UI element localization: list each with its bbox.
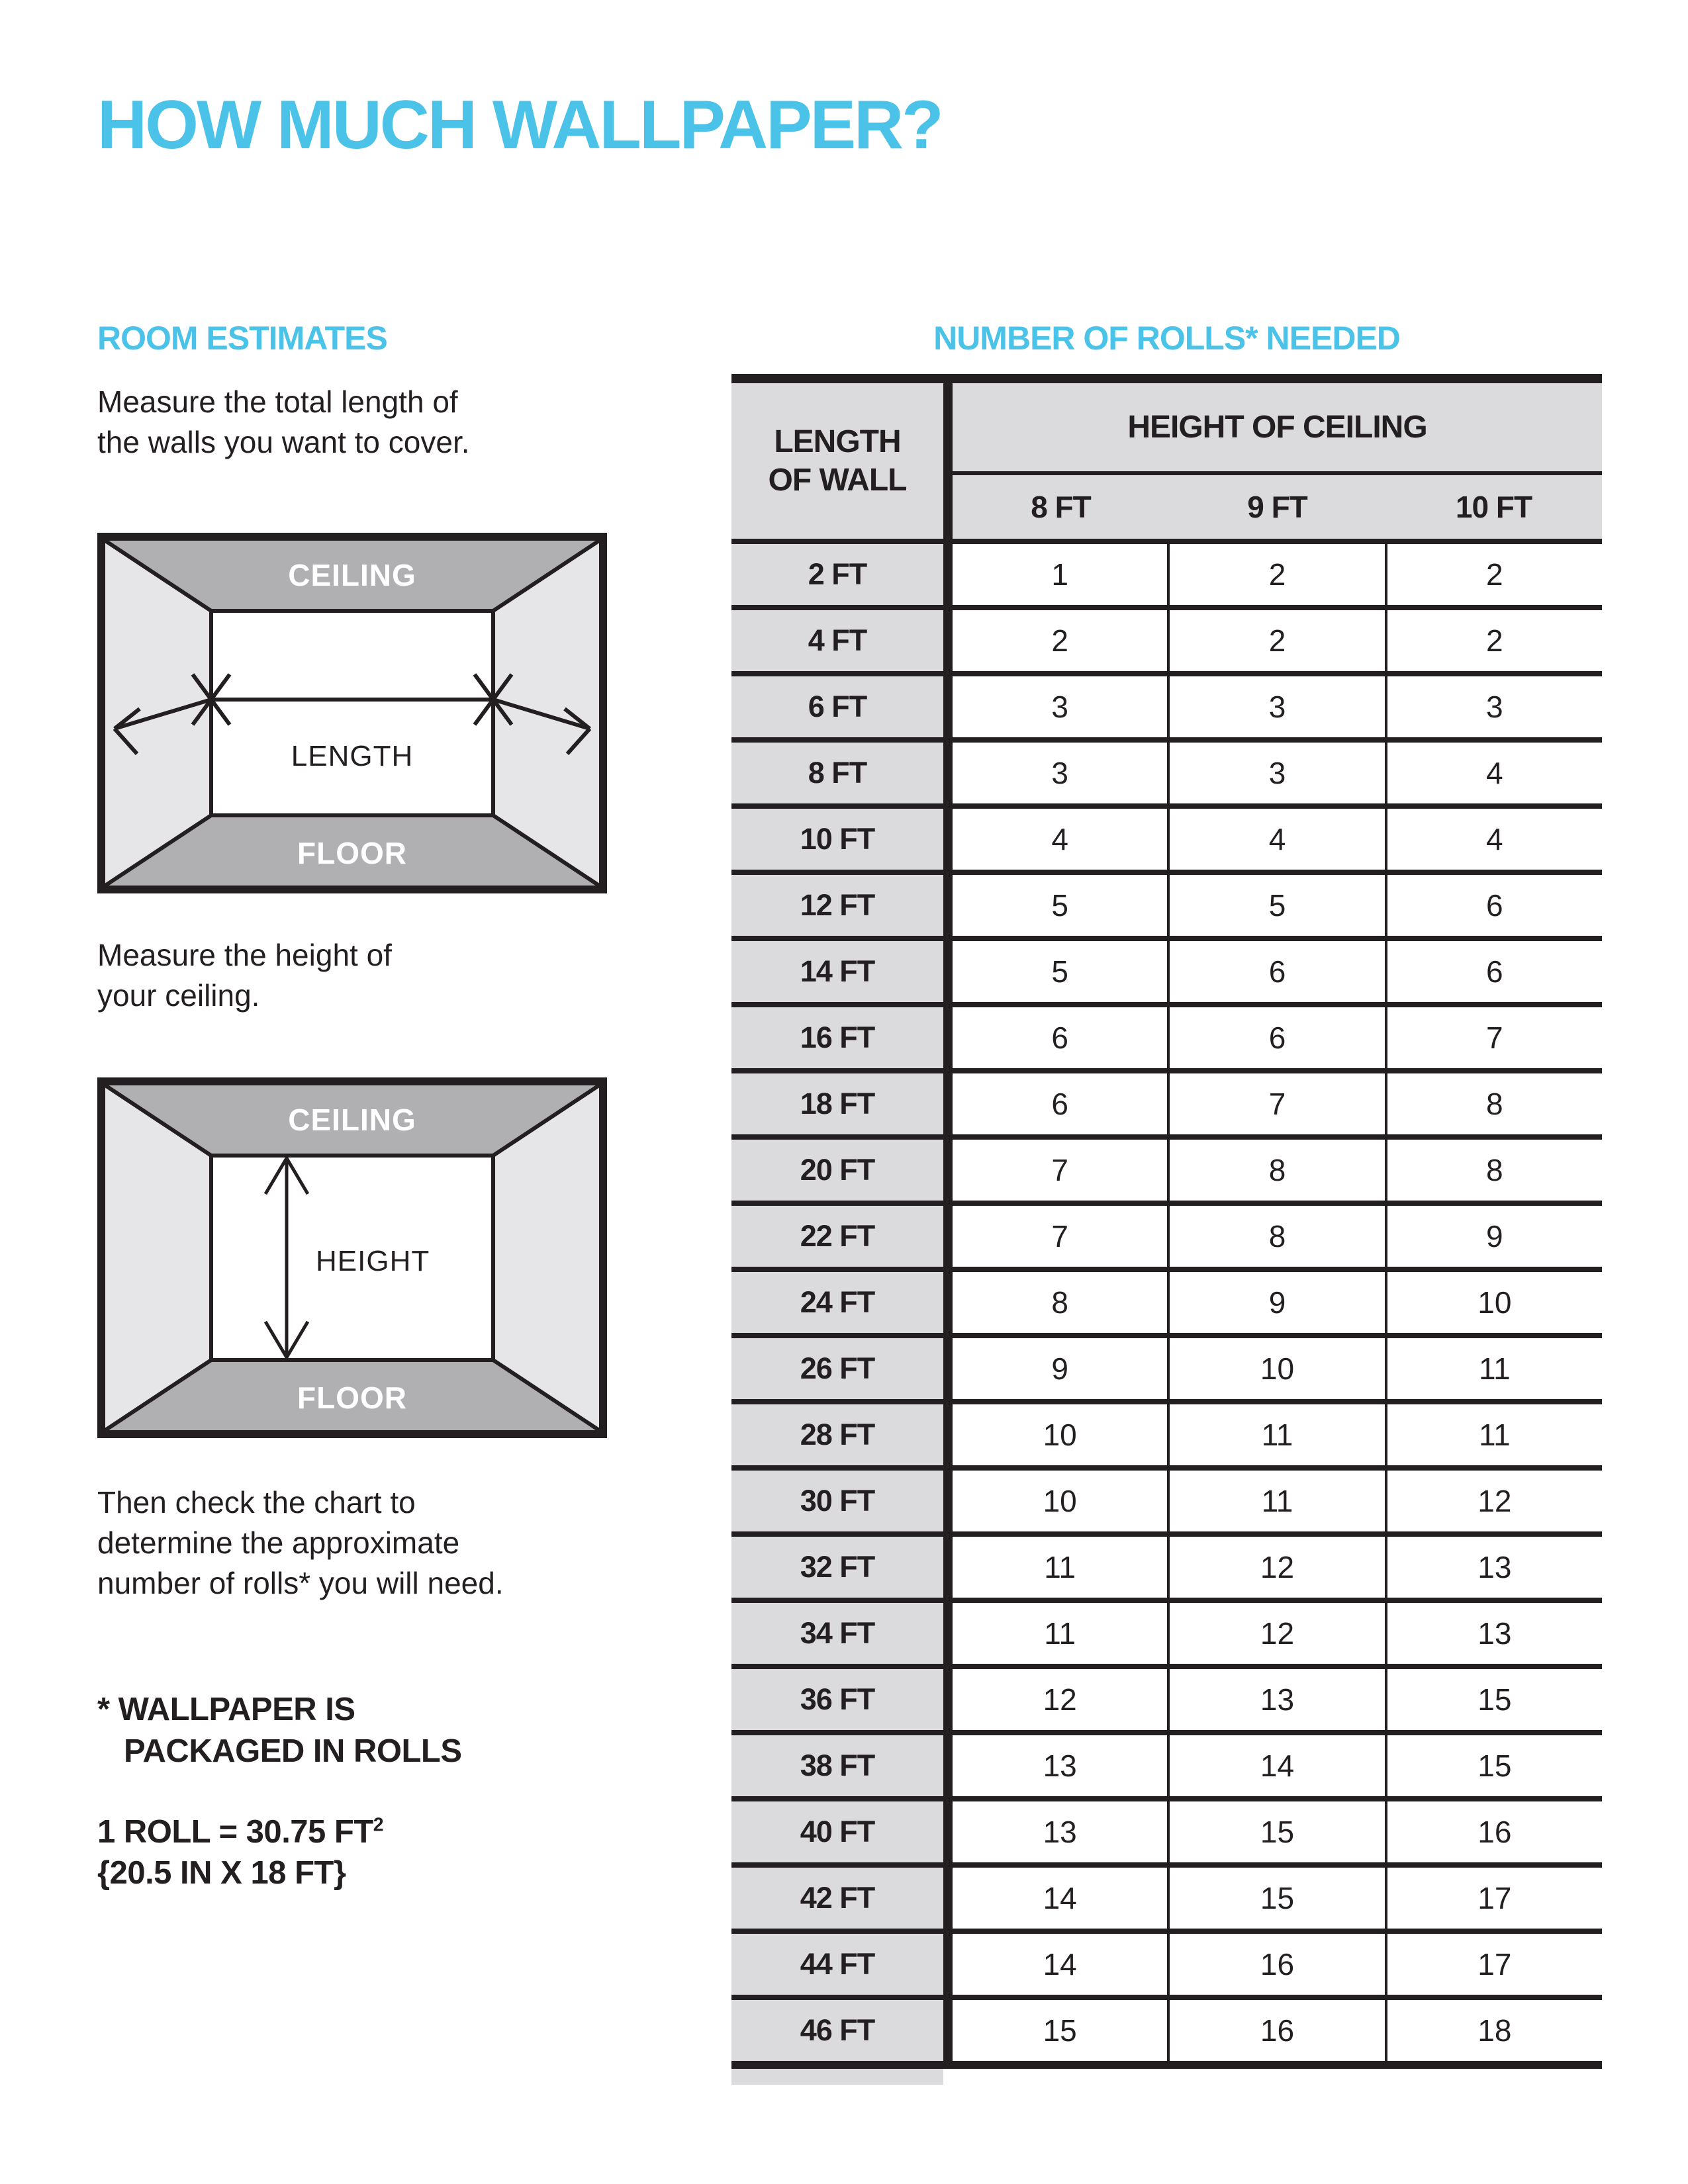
table-row bbox=[731, 544, 1602, 610]
instruction-line: determine the approximate bbox=[97, 1525, 460, 1560]
roll-count-cell: 12 bbox=[953, 1669, 1167, 1730]
row-length-label: 30 FT bbox=[731, 1471, 953, 1531]
room-diagram-length-svg bbox=[97, 533, 607, 893]
roll-count-cell: 2 bbox=[1167, 544, 1384, 605]
roll-count-cell: 12 bbox=[1167, 1537, 1384, 1598]
roll-count-cell: 7 bbox=[1385, 1007, 1602, 1068]
row-length-label: 8 FT bbox=[731, 743, 953, 803]
roll-count-cell: 9 bbox=[953, 1338, 1167, 1399]
table-row bbox=[731, 1471, 1602, 1537]
roll-count-cell: 1 bbox=[953, 544, 1167, 605]
table-row bbox=[731, 941, 1602, 1007]
ceiling-label: CEILING bbox=[288, 558, 416, 592]
roll-count-cell: 6 bbox=[1167, 941, 1384, 1002]
roll-count-cell: 16 bbox=[1385, 1801, 1602, 1862]
roll-count-cell: 15 bbox=[953, 2000, 1167, 2061]
roll-dimensions: {20.5 IN X 18 FT} bbox=[97, 1855, 346, 1891]
table-row bbox=[731, 676, 1602, 743]
row-length-label: 24 FT bbox=[731, 1272, 953, 1333]
table-row bbox=[731, 1801, 1602, 1868]
table-top-bar bbox=[731, 374, 1602, 383]
roll-count-cell: 10 bbox=[953, 1404, 1167, 1465]
row-length-label: 16 FT bbox=[731, 1007, 953, 1068]
height-label: HEIGHT bbox=[316, 1245, 430, 1277]
row-length-label: 38 FT bbox=[731, 1735, 953, 1796]
roll-count-cell: 5 bbox=[953, 875, 1167, 936]
table-body bbox=[731, 544, 1602, 2069]
roll-count-cell: 9 bbox=[1385, 1206, 1602, 1267]
check-chart-instruction bbox=[97, 1482, 504, 1604]
roll-count-cell: 15 bbox=[1167, 1868, 1384, 1929]
ceiling-label: CEILING bbox=[288, 1103, 416, 1137]
table-row bbox=[731, 2000, 1602, 2069]
roll-count-cell: 5 bbox=[1167, 875, 1384, 936]
roll-area-equation bbox=[97, 1813, 383, 1850]
table-row bbox=[731, 1934, 1602, 2000]
instruction-line: Then check the chart to bbox=[97, 1485, 416, 1520]
roll-count-cell: 11 bbox=[1167, 1404, 1384, 1465]
roll-count-cell: 13 bbox=[1385, 1603, 1602, 1664]
roll-count-cell: 8 bbox=[953, 1272, 1167, 1333]
roll-count-cell: 16 bbox=[1167, 2000, 1384, 2061]
roll-count-cell: 15 bbox=[1385, 1735, 1602, 1796]
back-wall-face bbox=[211, 611, 493, 815]
roll-count-cell: 10 bbox=[953, 1471, 1167, 1531]
row-length-label: 6 FT bbox=[731, 676, 953, 737]
roll-count-cell: 14 bbox=[953, 1934, 1167, 1995]
rolls-table bbox=[731, 374, 1602, 2069]
floor-label: FLOOR bbox=[297, 836, 407, 870]
length-of-wall-header bbox=[731, 383, 953, 539]
roll-count-cell: 11 bbox=[1385, 1404, 1602, 1465]
room-diagram-length bbox=[97, 533, 607, 893]
ceiling-height-header-area bbox=[953, 383, 1602, 539]
roll-count-cell: 6 bbox=[953, 1007, 1167, 1068]
table-row bbox=[731, 1007, 1602, 1073]
roll-count-cell: 12 bbox=[1167, 1603, 1384, 1664]
roll-count-cell: 16 bbox=[1167, 1934, 1384, 1995]
roll-count-cell: 8 bbox=[1167, 1206, 1384, 1267]
height-of-ceiling-header: HEIGHT OF CEILING bbox=[953, 383, 1602, 475]
table-row bbox=[731, 1404, 1602, 1471]
roll-count-cell: 12 bbox=[1385, 1471, 1602, 1531]
roll-count-cell: 3 bbox=[953, 743, 1167, 803]
instruction-line: your ceiling. bbox=[97, 978, 260, 1013]
instruction-line: number of rolls* you will need. bbox=[97, 1566, 504, 1600]
table-row bbox=[731, 1272, 1602, 1338]
row-length-label: 32 FT bbox=[731, 1537, 953, 1598]
instruction-line: Measure the total length of bbox=[97, 385, 458, 419]
roll-count-cell: 2 bbox=[1167, 610, 1384, 671]
roll-count-cell: 15 bbox=[1385, 1669, 1602, 1730]
roll-count-cell: 2 bbox=[1385, 610, 1602, 671]
roll-area-text: 1 ROLL = 30.75 FT bbox=[97, 1814, 373, 1850]
table-row bbox=[731, 1338, 1602, 1404]
page-title: HOW MUCH WALLPAPER? bbox=[97, 87, 942, 163]
row-length-label: 26 FT bbox=[731, 1338, 953, 1399]
roll-count-cell: 13 bbox=[1385, 1537, 1602, 1598]
roll-count-cell: 8 bbox=[1385, 1073, 1602, 1134]
row-length-label: 12 FT bbox=[731, 875, 953, 936]
roll-count-cell: 6 bbox=[953, 1073, 1167, 1134]
ceiling-height-column-header: 8 FT bbox=[1031, 490, 1091, 524]
rolls-needed-heading: NUMBER OF ROLLS* NEEDED bbox=[933, 320, 1400, 357]
roll-area-exponent: 2 bbox=[373, 1814, 384, 1836]
header-line: OF WALL bbox=[768, 462, 907, 498]
table-header bbox=[731, 383, 1602, 544]
floor-label: FLOOR bbox=[297, 1381, 407, 1415]
row-length-label: 44 FT bbox=[731, 1934, 953, 1995]
roll-count-cell: 2 bbox=[1385, 544, 1602, 605]
instruction-line: the walls you want to cover. bbox=[97, 425, 470, 459]
roll-count-cell: 8 bbox=[1167, 1140, 1384, 1201]
row-length-label: 34 FT bbox=[731, 1603, 953, 1664]
measure-height-instruction bbox=[97, 935, 392, 1016]
header-line: LENGTH bbox=[774, 424, 901, 459]
row-length-label: 18 FT bbox=[731, 1073, 953, 1134]
roll-count-cell: 10 bbox=[1167, 1338, 1384, 1399]
roll-count-cell: 2 bbox=[953, 610, 1167, 671]
row-length-label: 2 FT bbox=[731, 544, 953, 605]
roll-count-cell: 17 bbox=[1385, 1934, 1602, 1995]
roll-count-cell: 9 bbox=[1167, 1272, 1384, 1333]
table-row bbox=[731, 1206, 1602, 1272]
room-diagram-height bbox=[97, 1077, 607, 1438]
room-estimates-heading: ROOM ESTIMATES bbox=[97, 320, 387, 357]
table-row bbox=[731, 1603, 1602, 1669]
row-length-label: 14 FT bbox=[731, 941, 953, 1002]
measure-length-instruction bbox=[97, 382, 470, 463]
table-row bbox=[731, 1735, 1602, 1801]
roll-count-cell: 18 bbox=[1385, 2000, 1602, 2061]
roll-count-cell: 8 bbox=[1385, 1140, 1602, 1201]
row-length-label: 10 FT bbox=[731, 809, 953, 870]
table-row bbox=[731, 1537, 1602, 1603]
row-length-label: 40 FT bbox=[731, 1801, 953, 1862]
roll-count-cell: 3 bbox=[1167, 676, 1384, 737]
roll-count-cell: 3 bbox=[1385, 676, 1602, 737]
roll-count-cell: 3 bbox=[1167, 743, 1384, 803]
roll-count-cell: 4 bbox=[1167, 809, 1384, 870]
row-length-label: 36 FT bbox=[731, 1669, 953, 1730]
table-row bbox=[731, 743, 1602, 809]
room-diagram-height-svg bbox=[97, 1077, 607, 1438]
ceiling-height-column-header: 10 FT bbox=[1455, 490, 1532, 524]
row-length-label: 22 FT bbox=[731, 1206, 953, 1267]
ceiling-height-column-header: 9 FT bbox=[1247, 490, 1307, 524]
ceiling-height-subheader-row bbox=[953, 475, 1602, 539]
roll-count-cell: 14 bbox=[1167, 1735, 1384, 1796]
roll-count-cell: 13 bbox=[953, 1735, 1167, 1796]
note-line: PACKAGED IN ROLLS bbox=[124, 1733, 462, 1769]
roll-count-cell: 6 bbox=[1385, 941, 1602, 1002]
table-row bbox=[731, 809, 1602, 875]
roll-count-cell: 11 bbox=[1167, 1471, 1384, 1531]
roll-count-cell: 11 bbox=[1385, 1338, 1602, 1399]
roll-count-cell: 11 bbox=[953, 1537, 1167, 1598]
table-row bbox=[731, 1868, 1602, 1934]
table-row bbox=[731, 1073, 1602, 1140]
row-length-label: 20 FT bbox=[731, 1140, 953, 1201]
roll-count-cell: 17 bbox=[1385, 1868, 1602, 1929]
row-length-label: 28 FT bbox=[731, 1404, 953, 1465]
table-row bbox=[731, 875, 1602, 941]
roll-count-cell: 10 bbox=[1385, 1272, 1602, 1333]
instruction-line: Measure the height of bbox=[97, 938, 392, 972]
length-label: LENGTH bbox=[291, 740, 414, 772]
roll-count-cell: 14 bbox=[953, 1868, 1167, 1929]
row-length-label: 46 FT bbox=[731, 2000, 953, 2061]
roll-count-cell: 13 bbox=[1167, 1669, 1384, 1730]
roll-count-cell: 4 bbox=[953, 809, 1167, 870]
table-label-column-stub bbox=[731, 2069, 943, 2085]
table-row bbox=[731, 1669, 1602, 1735]
note-line: * WALLPAPER IS bbox=[97, 1692, 355, 1727]
roll-count-cell: 7 bbox=[953, 1140, 1167, 1201]
roll-count-cell: 5 bbox=[953, 941, 1167, 1002]
roll-count-cell: 3 bbox=[953, 676, 1167, 737]
row-length-label: 42 FT bbox=[731, 1868, 953, 1929]
roll-count-cell: 7 bbox=[953, 1206, 1167, 1267]
roll-count-cell: 6 bbox=[1385, 875, 1602, 936]
wallpaper-rolls-note bbox=[97, 1689, 462, 1772]
roll-count-cell: 4 bbox=[1385, 743, 1602, 803]
roll-count-cell: 15 bbox=[1167, 1801, 1384, 1862]
roll-count-cell: 13 bbox=[953, 1801, 1167, 1862]
table-row bbox=[731, 610, 1602, 676]
row-length-label: 4 FT bbox=[731, 610, 953, 671]
table-row bbox=[731, 1140, 1602, 1206]
roll-count-cell: 6 bbox=[1167, 1007, 1384, 1068]
roll-count-cell: 7 bbox=[1167, 1073, 1384, 1134]
roll-count-cell: 11 bbox=[953, 1603, 1167, 1664]
roll-count-cell: 4 bbox=[1385, 809, 1602, 870]
